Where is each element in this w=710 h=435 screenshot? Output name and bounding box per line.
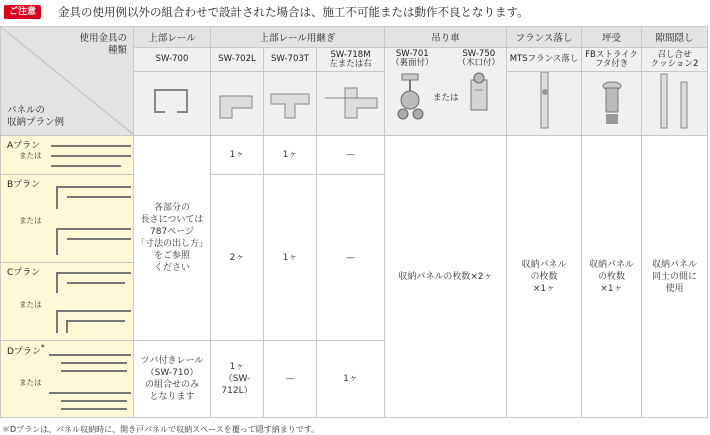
hanger-cell bbox=[385, 48, 507, 136]
footnote: ＊Dプランは、パネル収納時に、開き戸パネルで収納スペースを覆って隠す納まりです。 bbox=[2, 425, 320, 434]
plan-b-or: または bbox=[19, 216, 42, 225]
plan-c bbox=[1, 263, 134, 341]
corner-cell bbox=[1, 27, 134, 136]
cell-strike: 収納パネル の枚数 ×1ヶ bbox=[582, 136, 642, 418]
cell-flush: 収納パネル の枚数 ×1ヶ bbox=[507, 136, 582, 418]
cell-bc-703t: 1ヶ bbox=[264, 175, 317, 341]
model-mts: MTSフランス落し bbox=[507, 48, 582, 72]
notice-text: 金具の使用例以外の組合わせで設計された場合は、施工不可能または動作不良となります。 bbox=[58, 5, 529, 19]
plan-d-mark: * bbox=[40, 343, 45, 352]
model-sw702l: SW-702L bbox=[211, 48, 264, 72]
fb-illustration bbox=[582, 72, 642, 136]
sw702l-illustration bbox=[211, 72, 264, 136]
header-hanger: 吊り車 bbox=[385, 27, 507, 48]
plan-c-label: Cプラン bbox=[7, 268, 41, 278]
sw718m-illustration bbox=[317, 72, 385, 136]
model-sw701: SW-701 （裏面付） bbox=[391, 49, 434, 68]
cell-bc-702l: 2ヶ bbox=[211, 175, 264, 341]
mts-illustration bbox=[507, 72, 582, 136]
sw703t-illustration bbox=[264, 72, 317, 136]
corner-bottom-label: パネルの 収納プラン例 bbox=[7, 105, 65, 128]
plan-d-label: Dプラン* bbox=[7, 343, 45, 357]
model-sw750: SW-750 （木口付） bbox=[457, 49, 501, 68]
plan-a-or: または bbox=[19, 151, 42, 160]
plan-b bbox=[1, 175, 134, 263]
cushion-illustration bbox=[642, 72, 708, 136]
plan-a-diagram bbox=[1, 136, 134, 174]
sw700-illustration bbox=[134, 72, 211, 136]
plan-c-or: または bbox=[19, 300, 42, 309]
cell-hanger: 収納パネルの枚数×2ヶ bbox=[385, 136, 507, 418]
cell-d-702l: 1ヶ （SW-712L） bbox=[211, 341, 264, 418]
plan-d-diagram bbox=[1, 341, 134, 417]
caution-badge: ご注意 bbox=[4, 5, 41, 19]
header-flush-bolt: フランス落し bbox=[507, 27, 582, 48]
cell-a-703t: 1ヶ bbox=[264, 136, 317, 175]
corner-top-label: 使用金具の 種類 bbox=[79, 33, 127, 56]
cell-abc-700: 各部分の 長さについては 787ページ 「寸法の出し方」 をご参照 ください bbox=[134, 136, 211, 341]
header-strike: 坪受 bbox=[582, 27, 642, 48]
plan-c-diagram bbox=[1, 263, 134, 340]
model-sw718m: SW-718M 左または右 bbox=[317, 48, 385, 72]
header-gap: 隙間隠し bbox=[642, 27, 708, 48]
notice-bar bbox=[0, 0, 710, 22]
model-fb: FBストライク フタ付き bbox=[582, 48, 642, 72]
cell-gap: 収納パネル 同士の間に 使用 bbox=[642, 136, 708, 418]
plan-a-label: Aプラン bbox=[7, 141, 41, 151]
plan-b-label: Bプラン bbox=[7, 180, 41, 190]
cell-d-703t: — bbox=[264, 341, 317, 418]
or-label: または bbox=[433, 93, 459, 103]
cell-d-700: ツバ付きレール （SW-710） の組合せのみ となります bbox=[134, 341, 211, 418]
model-sw703t: SW-703T bbox=[264, 48, 317, 72]
cell-a-702l: 1ヶ bbox=[211, 136, 264, 175]
cell-d-718m: 1ヶ bbox=[317, 341, 385, 418]
model-sw700: SW-700 bbox=[134, 48, 211, 72]
plan-a bbox=[1, 136, 134, 175]
plan-d bbox=[1, 341, 134, 418]
cell-a-718m: — bbox=[317, 136, 385, 175]
cell-bc-718m: — bbox=[317, 175, 385, 341]
plan-d-or: または bbox=[19, 378, 42, 387]
header-upper-joint: 上部レール用継ぎ bbox=[211, 27, 385, 48]
plan-b-diagram bbox=[1, 175, 134, 262]
hardware-table bbox=[0, 26, 708, 418]
header-upper-rail: 上部レール bbox=[134, 27, 211, 48]
model-cushion: 召し合せ クッション2 bbox=[642, 48, 708, 72]
